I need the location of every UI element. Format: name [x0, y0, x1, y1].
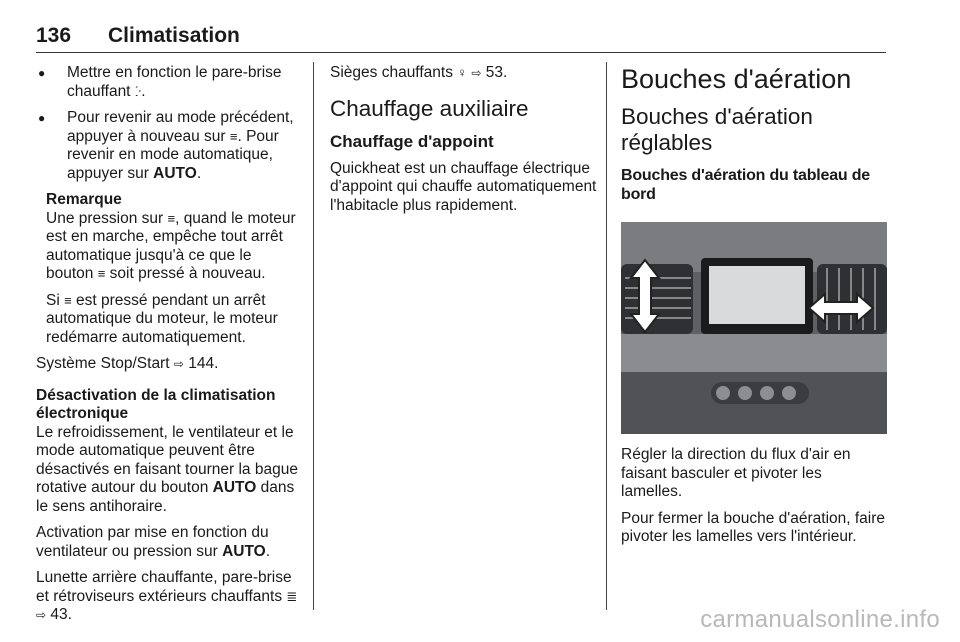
list-item: ● Mettre en fonction le pare-brise chauffant ⴾ. [36, 64, 302, 101]
max-defrost-icon: ≡ [97, 266, 106, 281]
page-ref-link[interactable]: 53. [485, 64, 508, 81]
rear-window-heat-icon: ≣ [286, 588, 298, 604]
heading-dashboard-vents: Bouches d'aération du tableau de bord [621, 167, 871, 203]
max-defrost-icon: ≡ [229, 128, 238, 144]
note-box [36, 191, 302, 347]
page-ref-link[interactable]: 43. [50, 606, 72, 623]
column-divider [606, 62, 607, 610]
column-middle [330, 64, 598, 215]
paragraph: Quickheat est un chauffage électrique d'appoint qui chauffe automatiquement l'habitacle plus rapidement. [330, 159, 597, 214]
max-defrost-icon: ≡ [64, 292, 72, 308]
windshield-heat-icon: ⴾ [134, 83, 142, 99]
column-divider [313, 62, 314, 610]
page-number: 136 [36, 24, 72, 47]
paragraph: Régler la direction du flux d'air en faisant basculer et pivoter les lamelles. [621, 446, 851, 500]
heading-supplementary-heater: Chauffage d'appoint [330, 131, 494, 151]
paragraph: Activation par mise en fonction du ventilateur ou pression sur AUTO. [36, 524, 271, 560]
heated-seat-icon: ♀ [457, 65, 468, 80]
page-ref-arrow-icon: ⇨ [36, 608, 47, 622]
subheading: Désactivation de la climatisation électronique [36, 386, 276, 422]
note-paragraph: Si ≡ est pressé pendant un arrêt automatique du moteur, le moteur redémarre automatiquement. [46, 291, 278, 346]
climate-controls [711, 382, 809, 404]
paragraph: Le refroidissement, le ventilateur et le mode automatique peuvent être désactivés en faisant tourner la bague rotative autour du bouton AUTO dans le sens antihoraire. [36, 423, 298, 515]
cross-reference: Sièges chauffants ♀ ⇨ 53. [330, 64, 508, 81]
heading-air-vents: Bouches d'aération [621, 64, 852, 94]
dashboard-vents-photo [621, 222, 887, 434]
page-ref-arrow-icon: ⇨ [173, 357, 184, 371]
list-item: ● Pour revenir au mode précédent, appuyer à nouveau sur ≡. Pour revenir en mode automatique, appuyer sur AUTO. [36, 109, 302, 183]
column-right [621, 64, 887, 547]
right-vent [817, 264, 887, 334]
page-ref-link[interactable]: 144. [188, 355, 219, 372]
heading-adjustable-vents: Bouches d'aération réglables [621, 104, 813, 155]
page-ref-arrow-icon: ⇨ [471, 66, 482, 80]
column-left [36, 64, 302, 625]
note-title: Remarque [46, 191, 122, 208]
infotainment-screen [701, 258, 813, 334]
bullet-list [36, 64, 302, 183]
page-header [36, 24, 886, 53]
paragraph: Pour fermer la bouche d'aération, faire pivoter les lamelles vers l'intérieur. [621, 509, 886, 545]
section-title: Climatisation [108, 24, 240, 47]
note-paragraph: Une pression sur ≡, quand le moteur est en marche, empêche tout arrêt automatique jusqu'à ce que le bouton ≡ soit pressé à nouveau. [46, 209, 296, 282]
watermark: carmanualsonline.info [700, 606, 940, 633]
cross-reference: Système Stop/Start ⇨ 144. [36, 355, 219, 372]
max-defrost-icon: ≡ [167, 210, 176, 226]
paragraph: Lunette arrière chauffante, pare-brise et rétroviseurs extérieurs chauffants ≣ ⇨ 43. [36, 569, 298, 623]
heading-auxiliary-heating: Chauffage auxiliaire [330, 95, 529, 121]
